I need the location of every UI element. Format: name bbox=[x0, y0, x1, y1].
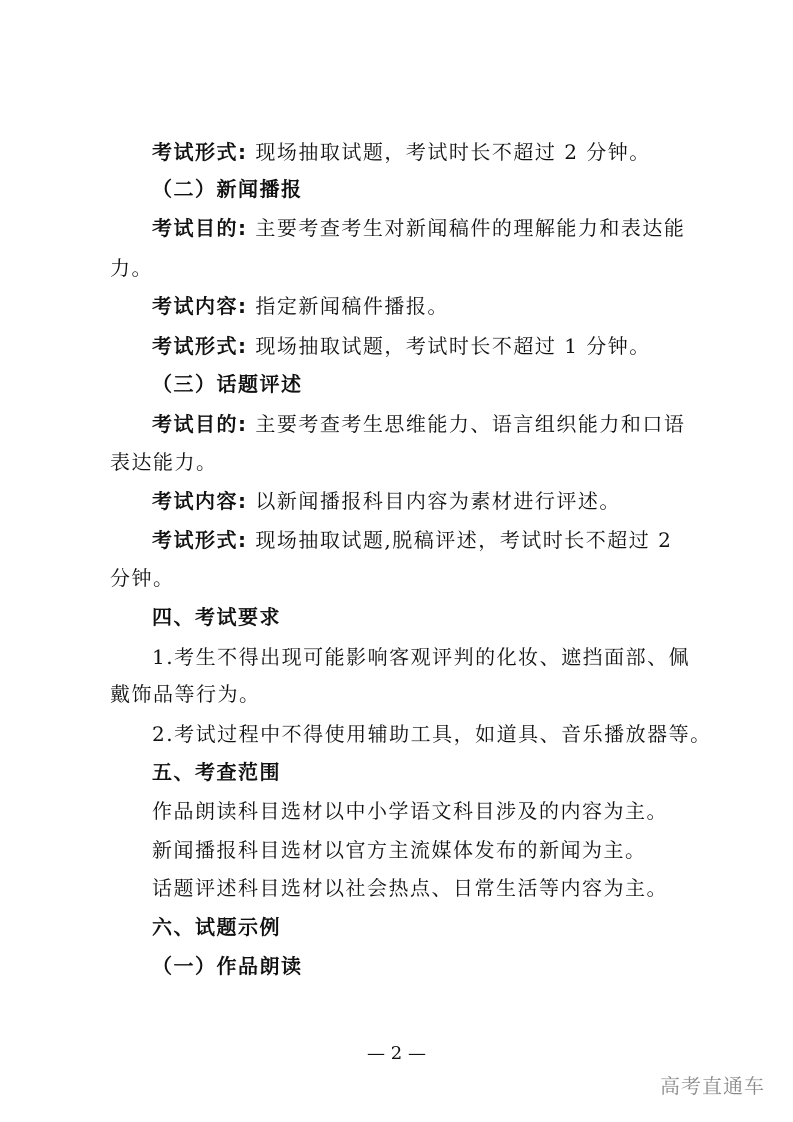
paragraph-exam-format-2 bbox=[152, 332, 651, 360]
body-text: 现场抽取试题，考试时长不超过 1 分钟。 bbox=[255, 334, 651, 358]
body-text: 现场抽取试题,脱稿评述，考试时长不超过 2 bbox=[255, 528, 673, 552]
paragraph-continuation: 戴饰品等行为。 bbox=[110, 682, 261, 706]
body-text: 主要考查考生对新闻稿件的理解能力和表达能 bbox=[255, 216, 686, 240]
body-text: 以新闻播报科目内容为素材进行评述。 bbox=[255, 489, 621, 513]
paragraph-exam-purpose-3 bbox=[152, 410, 685, 438]
label: 考试形式: bbox=[152, 140, 248, 164]
requirement-item-2: 2.考试过程中不得使用辅助工具，如道具、音乐播放器等。 bbox=[152, 722, 712, 746]
section-heading-news-broadcast: （二）新闻播报 bbox=[152, 177, 303, 201]
page-number: — 2 — bbox=[367, 1043, 426, 1064]
section-heading-work-reading: （一）作品朗读 bbox=[152, 954, 303, 978]
paragraph-exam-format-1 bbox=[152, 138, 651, 166]
requirement-item-1: 1.考生不得出现可能影响客观评判的化妆、遮挡面部、佩 bbox=[152, 645, 691, 669]
label: 考试内容: bbox=[152, 489, 248, 513]
scope-item-reading: 作品朗读科目选材以中小学语文科目涉及的内容为主。 bbox=[152, 799, 668, 823]
label: 考试内容: bbox=[152, 294, 248, 318]
label: 考试形式: bbox=[152, 334, 248, 358]
scope-item-news: 新闻播报科目选材以官方主流媒体发布的新闻为主。 bbox=[152, 838, 647, 862]
section-heading-topic-commentary: （三）话题评述 bbox=[152, 372, 303, 396]
watermark: 高考直通车 bbox=[660, 1074, 765, 1098]
label: 考试形式: bbox=[152, 528, 248, 552]
paragraph-exam-content-3 bbox=[152, 487, 621, 515]
paragraph-continuation: 分钟。 bbox=[110, 566, 175, 590]
paragraph-continuation: 力。 bbox=[110, 256, 153, 280]
label: 考试目的: bbox=[152, 216, 248, 240]
label: 考试目的: bbox=[152, 412, 248, 436]
section-heading-exam-scope: 五、考查范围 bbox=[152, 760, 281, 784]
section-heading-sample-questions: 六、试题示例 bbox=[152, 915, 281, 939]
paragraph-exam-purpose-2 bbox=[152, 214, 685, 242]
body-text: 主要考查考生思维能力、语言组织能力和口语 bbox=[255, 412, 686, 436]
paragraph-exam-content-2 bbox=[152, 292, 449, 320]
paragraph-continuation: 表达能力。 bbox=[110, 450, 218, 474]
body-text: 指定新闻稿件播报。 bbox=[255, 294, 449, 318]
body-text: 现场抽取试题，考试时长不超过 2 分钟。 bbox=[255, 140, 651, 164]
scope-item-topic: 话题评述科目选材以社会热点、日常生活等内容为主。 bbox=[152, 876, 668, 900]
section-heading-exam-requirements: 四、考试要求 bbox=[152, 605, 281, 629]
paragraph-exam-format-3 bbox=[152, 526, 672, 554]
